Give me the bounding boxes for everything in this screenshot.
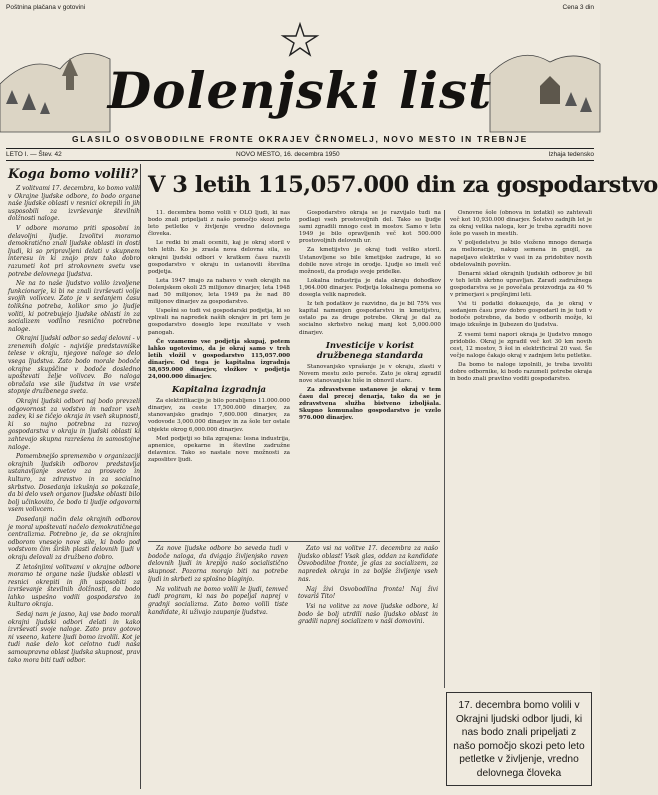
lower-paragraph: Za nove ljudske odbore bo seveda tudi v bodoče naloga, da dvigajo življenjsko raven delovnih ljudi in krepijo našo socialistično skupnost. Pozorna morajo biti na potrebe ljudi in skrbeti za splošno blaginjo. — [148, 545, 288, 583]
subheading-capital-construction: Kapitalna izgradnja — [171, 385, 267, 396]
lower-column-1 — [148, 545, 288, 785]
article-paragraph: Le redki bi znali oceniti, kaj je okraj storil v teh letih. Ko je zrasla nova delovna sila, so okrajni ljudski odbori v kratkem času razvili gospodarstvo v okraju in ustanovili številna podjetja. — [148, 240, 290, 275]
lower-paragraph: Naj živi Osvobodilna fronta! Naj živi tovariš Tito! — [298, 585, 438, 601]
left-paragraph: Z letošnjimi volitvami v okrajne odbore moramo te organe naše ljudske oblasti v resnici okrepiti in jih usposobiti za izvrševanje številnih dolžnosti, da bodo lahko uspešno vodili gospodarstvo in kulturo okraja. — [8, 563, 140, 609]
issue-info-bar — [6, 148, 594, 161]
article-paragraph: Lokalna industrija je dala okraju dohodkov 1,964.000 dinarjev. Podjetja lokalnega pomena so dosegla velik napredek. — [299, 277, 441, 299]
article-paragraph: Gospodarstvo okraja se je razvijalo tudi na podlagi vseh prostovoljnih del. Tako so ljudje sami zgradili mnogo cest in mostov. Samo v letu 1949 je bilo opravljenih več kot 500.000 prostovoljnih delovnih ur. — [299, 210, 441, 245]
article-paragraph: Med podjetji so bila zgrajena: lesna industrija, apnenice, opekarne in številne zadružne delavnice. Tako so nastale nove možnosti za zaposlitev ljudi. — [148, 435, 290, 463]
masthead — [0, 14, 600, 132]
left-paragraph: Pomembnejšo spremembo v organizaciji okrajnih ljudskih odborov predstavlja ustanavljanje svetov za prosveto in kulturo, za zdravstvo in za socialno skrbstvo. Dosedanja izkušnja so pokazale, da bi delo vseh organov ljudske oblasti bilo bolj učinkovito, če bodo ti ljudje odgovorni vsem volivcem. — [8, 453, 140, 514]
article-paragraph: Osnovne šole (obnova in izdatki) so zahtevali več kot 10,930.000 dinarjev. Šolstvo zadnjih let je za okraj velika naloga, ker je treba zgraditi nove šole po vaseh in mestih. — [450, 210, 592, 238]
article-paragraph: Za elektrifikacijo je bilo porabljeno 11.000.000 dinarjev, za ceste 17,500.000 dinarjev, za stanovanjsko gradnjo 7,600.000 dinarjev, za vodovode 3,000.000 dinarjev in za šole ter ostale objekte okrog 6,000.000 dinarjev. — [148, 398, 290, 433]
left-paragraph: V odbore moramo priti sposobni in delavoljni ljudje. Izvolitvi moramo demokratično znali ljudske oblasti in dosti ljudi, ki so pripravljeni delati v skupnem interesu in ki znajo prav tako dobro razumeti kot pri strokovnem svetu vse potrebe delovnega ljudstva. — [8, 224, 140, 278]
article-column-3 — [450, 210, 592, 688]
left-paragraph: Okrajni ljudski odbori naj bodo prevzeli odgovornost za vodstvo in nadzor vseh zadev, ki se tičejo okraja in vseh skupnosti, ki so nujno potrebna za razvoj gospodarstva v okraju in ljudski oblasti ki zahtevajo skupna razrešena in samostojne naloge. — [8, 398, 140, 451]
newspaper-title: Dolenjski list — [107, 61, 493, 120]
article-paragraph: Iz teh podatkov je razvidno, da je bil 75% ves kapital namenjen gospodarstvu in kmetijstvu, ostalo pa za druge potrebe. Okraj je dal za socialno skrbstvo nekaj manj kot 5,000.000 dinarjev. — [299, 301, 441, 336]
left-column-article — [8, 164, 141, 789]
left-paragraph: Z volitvami 17. decembra, ko bomo volili v Okrajne ljudske odbore, to bodo organe naše ljudske oblasti v resnici okrepili in jih usposobili za izvrševanje številnih dolžnosti naloge. — [8, 185, 140, 223]
election-callout-box: 17. decembra bomo volili v Okrajni ljudski odbor ljudi, ki nas bodo znali pripeljati z našo pomočjo skozi peto leto petletke v življenje, vredno delovnega človeka — [446, 692, 592, 786]
lower-paragraph: Na volitvah ne bomo volili le ljudi, temveč tudi program, ki nas bo popeljal naprej v gradnji socializma. Zato bomo volili tiste kandidate, ki uživajo zaupanje ljudstva. — [148, 585, 288, 616]
issue-frequency: Izhaja tedensko — [548, 151, 594, 158]
article-paragraph: Za kmetijstvo je okraj tudi veliko storil. Ustanovljene so bile kmetijske zadruge, ki so dobile nove stroje in orodje. Ljudje so imeli več možnosti, da prodajo svoje pridelke. — [299, 247, 441, 275]
main-headline: V 3 letih 115,057.000 din za gospodarstvo — [148, 172, 658, 198]
left-paragraph: Sedaj nam je jasno, kaj vse bodo morali okrajni ljudski odbori delati in kako izvrševati svoje naloge. Zato prav gotovo ni vseeno, katere ljudi bomo izvolili. Kot je tudi naše delo kot celotno tudi naša samoupravna oblast ljudska skupnost, prav tako mora biti tudi odbor. — [8, 611, 140, 664]
lower-paragraph: Zato vsi na volitve 17. decembra za našo ljudsko oblast! Vsak glas, oddan za kandidate Osvobodilne fronte, je glas za socializem, za napredek okraja in za boljše življenje vseh nas. — [298, 545, 438, 583]
postage-note: Poštnina plačana v gotovini — [6, 4, 86, 11]
article-paragraph: Stanovanjsko vprašanje je v okraju, zlasti v Novem mestu zelo pereče. Zato je okraj zgradil nove stanovanjske hiše in obnovil stare. — [299, 363, 441, 384]
article-paragraph: Če vzamemo vse podjetja skupaj, potem lahko ugotovimo, da je okraj samo v treh letih vložil v gospodarstvo 115,057.000 dinarjev. Od tega je kapitalna izgradnja 58,659.000 dinarjev, vložkov v podjetja 24,000.000 dinarjev. — [148, 338, 290, 381]
divider — [148, 541, 440, 542]
newspaper-subtitle: GLASILO OSVOBODILNE FRONTE OKRAJEV ČRNOMELJ, NOVO MESTO IN TREBNJE — [72, 134, 528, 144]
left-article-heading: Koga bomo volili? — [8, 167, 139, 182]
divider — [444, 210, 445, 688]
price: Cena 3 din — [562, 4, 594, 11]
subheading-social-standard: Investicije v korist družbenega standarda — [316, 340, 424, 361]
article-paragraph: Za zdravstvene ustanove je okraj v tem času dal precej denarja, tako da se je zdravstvena služba bistveno izboljšala. Skupno komunalno gospodarstvo je vzelo 976.000 dinarjev. — [299, 386, 441, 422]
article-paragraph: V poljedelstvu je bilo vloženo mnogo denarja za melioracije, nakup semena in gnojil, za napeljavo elektrike v vasi in za pridobitev novih obdelovalnih površin. — [450, 240, 592, 268]
left-paragraph: Ne na to naše ljudstvo volilo izvoljene funkcionarje, ki bi ne znali izvrševati volje svojih volivcev. Zato je v sedanjem času tolikšna potreba, kolikor smo jo ljudje voliti, ki potrebujejo ljudske oblasti in za socializem vodilno resnično potrebne naloge. — [8, 280, 140, 333]
left-paragraph: Okrajni ljudski odbor so sedaj delovni - v zrenemih dolgic - najvišje predstavniške telese v okraju, njegove naloge so delo vsega ljudstva. Zato bodo morale bodoče okrajne skupščine v bodoče dosledno upoštevati želje volivcev. Bo naloga obračala vse sile ljudstva in vse vrste stopnje družbenega sveta. — [8, 335, 140, 396]
article-paragraph: Vsi ti podatki dokazujejo, da je okraj v sedanjem času prav dobro gospodaril in je tudi v bodoče potrebno, da bodo v odborih možje, ki imajo izkušnje in ljubezen do ljudstva. — [450, 301, 592, 329]
issue-number: LETO I. — Štev. 42 — [6, 151, 62, 158]
lower-italic-article — [148, 545, 440, 795]
article-paragraph: Denarni sklad okrajnih ljudskih odborov je bil v teh letih skrbno upravljan. Zaradi zadružnega gospodarstva se je povečala proizvodnja za 40 % v primerjavi s prejšnjimi leti. — [450, 270, 592, 299]
article-paragraph: Z vsemi temi napori okraja je ljudstvo mnogo pridobilo. Okraj je zgradil več kot 30 km novih cest, 12 mostov, 5 šol in elektrificiral 20 vasi. Še večje naloge čakajo okraj v zadnjem letu petletke. — [450, 331, 592, 359]
left-paragraph: Dosedanji način dela okrajnih odborov je moral upoštevati načelo demokratičnega centralizma. Potrebno je, da se okrajnim odborom vnesejo nove sile, ki bodo pod vodstvom čim širših plasti delovnih ljudi v okraju delovali za družbeno dobro. — [8, 515, 140, 561]
article-paragraph: Uspešni so tudi vsi gospodarski podjetja, ki so vplivali na napredek naših okrajev in pri tem je gospodarstvo doseglo lepe rezultate v vseh panogah. — [148, 308, 290, 336]
article-paragraph: 11. decembra bomo volili v OLO ljudi, ki nas bodo znali pripeljati z našo pomočjo skozi peto leto petletke v življenje vredno delovnega človeka. — [148, 210, 290, 238]
article-paragraph: Leta 1947 imajo za nabavo v vseh okrajih na Dolenjskem okoli 25 milijonov dinarjev, leta 1948 nad 50 milijonov, leta 1949 pa že nad 80 milijonov dinarjev za gospodarstvo. — [148, 277, 290, 306]
article-paragraph: Da bomo te naloge izpolnili, je treba izvoliti dobre odbornike, ki bodo razumeli potrebe okraja in bodo znali pravilno voditi gospodarstvo. — [450, 361, 592, 383]
lower-column-2 — [298, 545, 438, 785]
lower-paragraph: Vsi na volitve za nove ljudske odbore, ki bodo še bolj utrdili našo ljudsko oblast in gradili naprej socializem v naši domovini. — [298, 602, 438, 626]
issue-date: NOVO MESTO, 16. decembra 1950 — [236, 151, 340, 158]
